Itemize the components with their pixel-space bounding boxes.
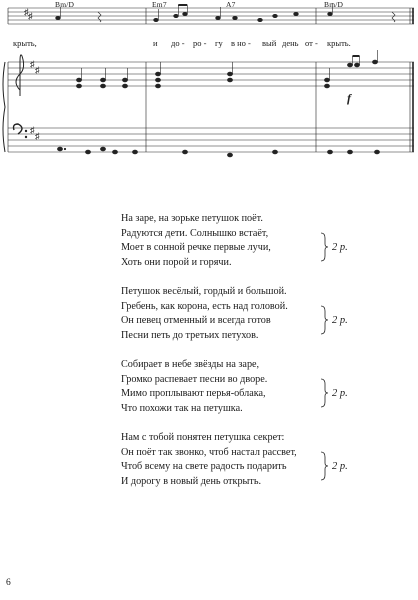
- lyric-syllable: крыть.: [327, 38, 351, 48]
- stanza: [121, 431, 411, 489]
- chord-symbol: A7: [226, 0, 236, 9]
- verse-line: Громко распевает песни во дворе.: [121, 373, 268, 385]
- lyric-syllable: день: [282, 38, 299, 48]
- sheet-music-score: [0, 0, 418, 180]
- verse-line: Песни петь до третьих петухов.: [121, 329, 259, 341]
- lyric-syllable: гу: [215, 38, 223, 48]
- svg-text:♯: ♯: [24, 7, 29, 17]
- verse-line: На заре, на зорьке петушок поёт.: [121, 213, 263, 224]
- dynamic-marking: f: [347, 91, 351, 105]
- verse-line: Хоть они порой и горячи.: [121, 256, 232, 268]
- repeat-marker: [319, 305, 348, 335]
- chord-symbol: Em7: [152, 0, 167, 9]
- curly-brace-icon: [319, 378, 329, 408]
- lyric-syllable: в но -: [231, 38, 251, 48]
- verse-line: Моет в сонной речке первые лучи,: [121, 242, 271, 253]
- repeat-count: 2 р.: [332, 460, 348, 472]
- repeat-count: 2 р.: [332, 241, 348, 253]
- verse-line: Нам с тобой понятен петушка секрет:: [121, 432, 285, 443]
- stanza: [121, 285, 411, 343]
- svg-text:♯: ♯: [30, 59, 35, 69]
- verse-line: Чтоб всему на свете радость подарить: [121, 461, 287, 472]
- lyric-syllable: от -: [305, 38, 318, 48]
- verse-line: Что похожи так на петушка.: [121, 402, 243, 414]
- song-lyrics: [121, 212, 411, 504]
- music-notation: [0, 0, 418, 180]
- svg-text:♯: ♯: [30, 125, 35, 135]
- page-number: 6: [6, 578, 11, 588]
- verse-line: Собирает в небе звёзды на заре,: [121, 359, 260, 370]
- verse-line: Радуются дети. Солнышко встаёт,: [121, 227, 269, 239]
- repeat-marker: [319, 451, 348, 481]
- curly-brace-icon: [319, 451, 329, 481]
- verse-line: Он поёт так звонко, чтоб настал рассвет,: [121, 446, 297, 458]
- repeat-marker: [319, 232, 348, 262]
- verse-line: Петушок весёлый, гордый и большой.: [121, 286, 287, 297]
- lyric-syllable: вый: [262, 38, 277, 48]
- svg-text:♯: ♯: [35, 65, 40, 75]
- verse-line: Мимо проплывают перья-облака,: [121, 388, 266, 399]
- lyric-syllable: крыть,: [13, 38, 37, 48]
- stanza: [121, 358, 411, 416]
- stanza: [121, 212, 411, 270]
- chord-symbol: Bm/D: [55, 0, 75, 9]
- verse-line: Он певец отменный и всегда готов: [121, 315, 271, 326]
- curly-brace-icon: [319, 305, 329, 335]
- lyric-syllable: ро -: [193, 38, 207, 48]
- repeat-count: 2 р.: [332, 314, 348, 326]
- repeat-marker: [319, 378, 348, 408]
- verse-line: И дорогу в новый день открыть.: [121, 475, 262, 487]
- lyric-syllable: и: [153, 38, 158, 48]
- svg-text:♯: ♯: [28, 11, 33, 21]
- curly-brace-icon: [319, 232, 329, 262]
- verse-line: Гребень, как корона, есть над головой.: [121, 300, 288, 312]
- svg-text:♯: ♯: [35, 131, 40, 141]
- chord-symbol: Bm/D: [324, 0, 344, 9]
- lyric-syllable: до -: [171, 38, 185, 48]
- repeat-count: 2 р.: [332, 387, 348, 399]
